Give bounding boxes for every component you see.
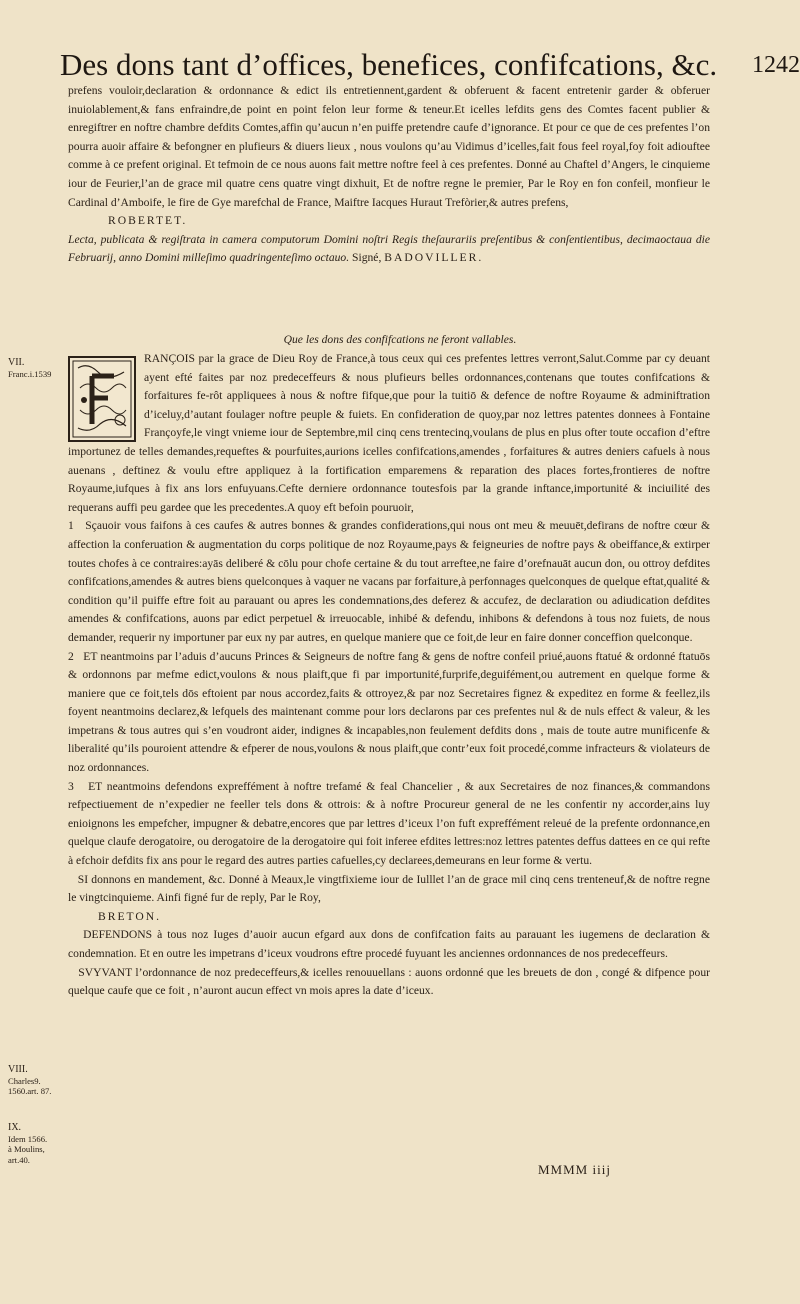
intro-paragraph: RANÇOIS par la grace de Dieu Roy de France,à tous ceux qui ces prefentes lettres verront,Salut.Comme par cy deuant ayent efté faites par noz predeceffeurs & nous plufieurs belles ordonnances,contenans que toutes confifcations & forfaitures fe-rôt appliquees à nous & noftre fifque,que pour la tuitiō & defence de noftre Royaume & adminiftration d’iceluy,d’autant foulager noftre peuple & fuiets. En confideration de quoy,par noz lettres patentes donnees à Fontaine Françoyfe,le vingt vnieme iour de Septembre,mil cinq cens trentecinq,voulans de plus en plus ofter toute occafion d’eftre importunez de telles demandes,requeftes & pourfuites,aurions icelles confifcations,amendes , forfaitures & autres deniers cafuels à nous auenans , deftinez & voulu eftre appliquez à la fortification emparemens & reparation des places fortes,frontieres de noftre Royaume,iufques à fix ans lors enfuyuans.Cefte derniere ordonnance toutesfois par la grande inftance,importunité & inciuilité des requerans auffi peu gardee que les precedentes.A quoy eft befoin pouruoir, <box>68 352 710 514</box>
paragraph-viii <box>68 926 710 963</box>
top-block <box>68 82 710 268</box>
mandement-text: SI donnons en mandement, &c. Donné à Meaux,le vingtfixieme iour de Iulllet l’an de grace mil cinq cens trenteneuf,& de noftre regne le vingtcinquieme. Ainfi figné fur de reply, Par le Roy, <box>68 872 710 905</box>
margin-note-viii: VIII. Charles9. 1560.art. 87. <box>8 1064 52 1096</box>
signature-line <box>68 212 710 231</box>
article-2-number: 2 <box>68 649 74 663</box>
margin-note-vii: VII. Franc.i.1539 <box>8 357 52 379</box>
signe-label: Signé, <box>352 251 382 265</box>
section-heading: Que les dons des confifcations ne feront vallables. <box>283 333 517 346</box>
paragraph-ix-text: SVYVANT l’ordonnance de noz predeceffeurs,& icelles renouuellans : auons ordonné que les breuets de don , congé & difpence pour quelque caufe que ce foit , n’auront aucun effect vn mois apres la date d’iceux. <box>68 965 710 998</box>
signature-mark: MMMM iiij <box>538 1162 611 1177</box>
paragraph-viii-text: DEFENDONS à tous noz Iuges d’auoir aucun efgard aux dons de confifcation faits au parauant les iugemens de declaration & condemnation. Et en outre les impetrans d’iceux voudrons eftre procedé fuyuant les anciennes ordonnances de nos predeceffeurs. <box>68 928 710 960</box>
signe-name: BADOVILLER. <box>384 251 484 265</box>
signature-robertet: ROBERTET. <box>108 214 188 228</box>
decorated-initial-f-icon <box>68 356 136 442</box>
article-2-text: ET neantmoins par l’aduis d’aucuns Princes & Seigneurs de noftre fang & gens de noftre confeil priué,auons ftatué & ordonné ftatuōs & ordonnons par mefme edict,voulons & nous plaift,que fi par importunité,furprife,deguifément,ou autrement en quelque forme & maniere que ce foit,tels dōs eftoient par nous accordez,faits & ottroyez,& par noz Secretaires fignez & expeditez en forme & feellez,ils foyent neantmoins declarez,& lefquels des maintenant comme pour lors declarons par ces prefentes nul & de nuls effect & valeur, & les impetrans & tous autres qui s’en voudront aider, indignes & incapables,non feulement defdits dons , mais de toute autre munificenfe & liberalité qu’ils pouroient attendre & efperer de nous,voulons & nous plaift,que contr’eux foit procedé,comme infracteurs & violateurs de noz ordonnances. <box>68 649 710 775</box>
registration-note <box>68 231 710 268</box>
latin-note: Lecta, publicata & regiſtrata in camera computorum Domini noſtri Regis theſaurariis preſentibus & conſentientibus, decimaoctaua die Februarij, anno Domini milleſimo quadringenteſimo octauo. <box>68 232 710 265</box>
article-3-text: ET neantmoins defendons expreffément à noftre trefamé & feal Chancelier , & aux Secretaires de noz finances,& commandons refpectiuement de n’expedier ne feeller tels dons & ottrois: & à noftre Procureur general de ne les confentir ny accorder,ains luy enioignons les empefcher, impugner & debatre,encores que par lettres d’iceux l’on fuft expreffément releué de la prefente ordonnance,en quelque claufe derogatoire, ou derogatoire de la derogatoire qui foit inferee efdites lettres:noz lettres patentes deffus dattees en ce qui refte à efchoir defdits fix ans pour le regard des autres parties cafuelles,cy declarees,demeurans en leur forme & vertu. <box>68 779 710 868</box>
article-3 <box>68 778 710 871</box>
article-1 <box>68 517 710 647</box>
paragraph-ix <box>68 964 710 1001</box>
article-2 <box>68 648 710 778</box>
running-head-title: Des dons tant d’offices, benefices, confifcations, &c. <box>60 47 718 82</box>
continuation-paragraph: prefens vouloir,declaration & ordonnance & edict ils entretiennent,gardent & obferuent & facent entretenir garder & obferuer inuiolablement,& fans enfraindre,de point en point felon leur forme & teneur.Et icelles lefdits gens des Comtes facent publier & enregiftrer en noftre chambre defdits Comtes,affin qu’aucun n’en puiffe pretendre caufe d’ignorance. Et pour ce que de ces prefentes l’on pourra auoir affaire & befongner en plufieurs & diuers lieux , nous voulons qu’au Vidimus d’icelles,fait fous feel royal,foy foit adiouftee comme à ce prefent original. Et tefmoin de ce nous auons fait mettre noftre feel à ces prefentes. Donné au Chaftel d’Angers, le cinquieme iour de Feurier,l’an de grace mil quatre cens quatre vingt dixhuit, Et de noftre regne le premier, Par le Roy en fon confeil, monfieur le Cardinal d’Amboife, le fire de Gye marefchal de France, Maiftre Iacques Huraut Trefòrier,& autres prefens, <box>68 84 710 209</box>
mandement-paragraph <box>68 871 710 927</box>
article-1-text: Sçauoir vous faifons à ces caufes & autres bonnes & grandes confiderations,qui nous ont meu & meuuēt,defirans de noftre cœur & affection la conferuation & augmentation du corps politique de noz Royaume,pays & feigneuries de noftre pays & obeiffance,& extirper toutes chofes à ce contraires:ayās deliberé & cōlu pour chofe certaine & du tout arreftee,ne faire d’orefnauāt aucun don, ou ottroy defdites confifcations,amendes & autres biens quelconques à vaquer ne vacans par forfaiture,à perfonnages quelconques de quelque eftat,qualité & condition qu’il puiffe eftre foit au parauant ou apres les condemnations,des deferez & accufez, de declaration ou adiudication defdites amendes & confifcations, auons par edict perpetuel & irreuocable, inhibé & defendu, inhibons & defendons à tous noz fuiets, de nous demander, requerir ny importuner par eux ny par autres, en quelque maniere que ce foit,de leur en faire donner conceffion quelconque. <box>68 519 710 644</box>
margin-note-ix: IX. Idem 1566. à Moulins, art.40. <box>8 1122 48 1165</box>
article-3-number: 3 <box>68 779 74 793</box>
main-text <box>68 350 710 1001</box>
article-1-number: 1 <box>68 519 74 533</box>
signature-breton: BRETON. <box>98 909 162 923</box>
page-number: 1242 <box>752 52 800 78</box>
